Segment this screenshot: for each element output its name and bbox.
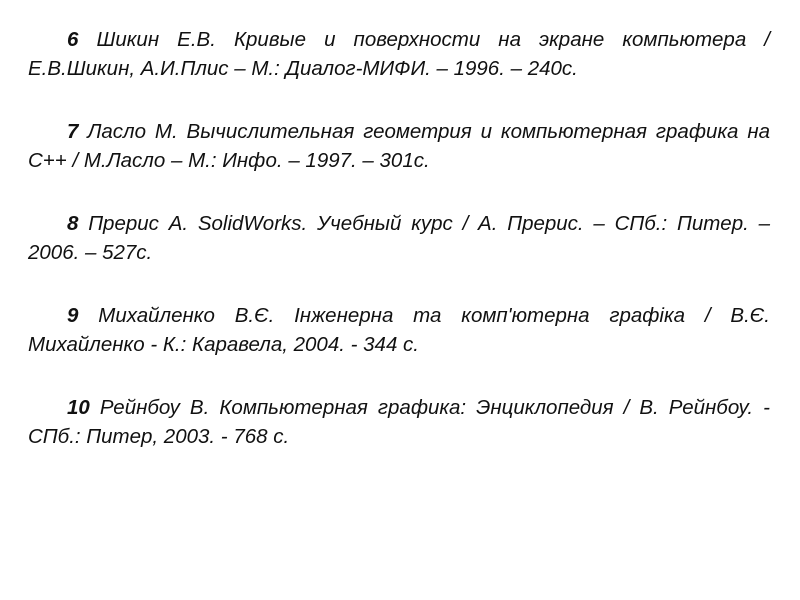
- reference-item-9: [28, 301, 770, 359]
- reference-number: 6: [67, 28, 79, 51]
- reference-text: Михайленко В.Є. Інженерна та комп'ютерна графіка / В.Є. Михайленко - К.: Каравела, 2004. - 344 с.: [28, 304, 770, 356]
- reference-number: 9: [67, 304, 79, 327]
- reference-number: 7: [67, 120, 79, 143]
- reference-text: Прерис А. SolidWorks. Учебный курс / А. Прерис. – СПб.: Питер. – 2006. – 527с.: [28, 212, 770, 264]
- reference-item-7: [28, 117, 770, 175]
- reference-text: Рейнбоу В. Компьютерная графика: Энциклопедия / В. Рейнбоу. - СПб.: Питер, 2003. - 768 с.: [28, 396, 770, 448]
- reference-item-6: [28, 25, 770, 83]
- reference-number: 10: [67, 396, 90, 419]
- reference-item-8: [28, 209, 770, 267]
- reference-text: Ласло М. Вычислительная геометрия и компьютерная графика на С++ / М.Ласло – М.: Инфо. – 1997. – 301с.: [28, 120, 771, 172]
- reference-list: [28, 25, 770, 485]
- reference-item-10: [28, 393, 770, 451]
- reference-number: 8: [67, 212, 79, 235]
- reference-text: Шикин Е.В. Кривые и поверхности на экране компьютера / Е.В.Шикин, А.И.Плис – М.: Диалог-МИФИ. – 1996. – 240с.: [28, 28, 770, 80]
